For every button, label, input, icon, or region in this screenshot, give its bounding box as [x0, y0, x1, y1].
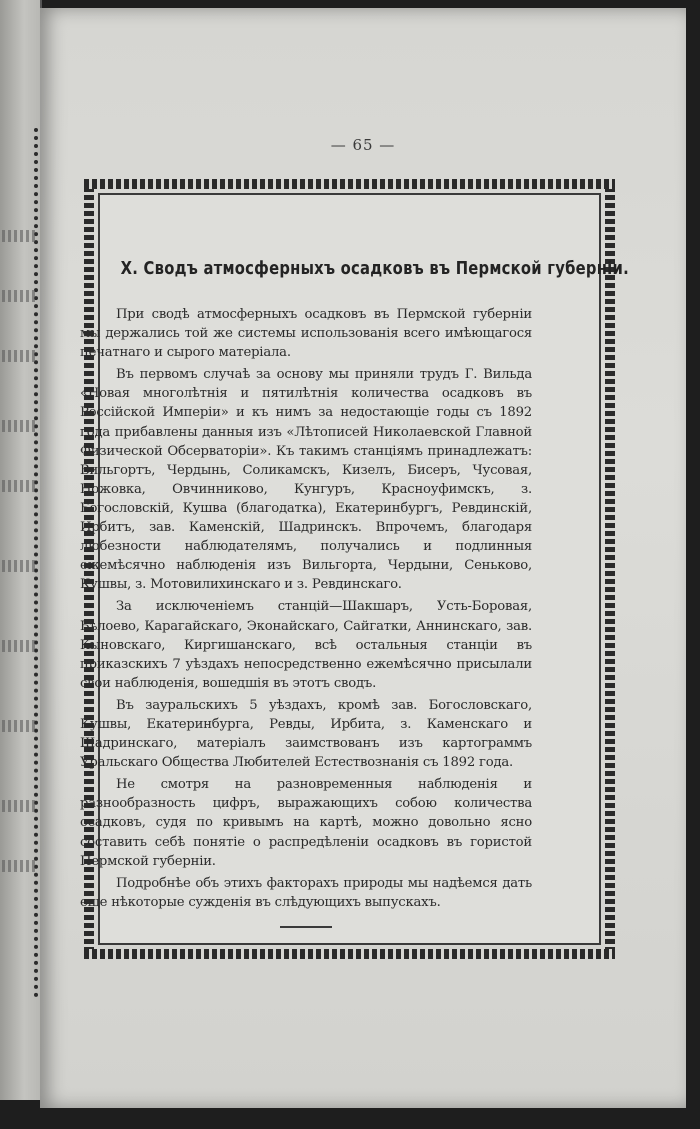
left-facing-page [0, 0, 42, 1100]
paragraph: Въ первомъ случаѣ за основу мы приняли трудъ Г. Вильда «Новая многолѣтнія и пятилѣтнія количества осадковъ въ Россійской Имперіи» и къ нимъ за недостающіе годы съ 1892 года прибавлены данныя изъ «Лѣтописей Николаевской Главной Физической Обсерваторіи». Къ такимъ станціямъ принадлежатъ: Вильгортъ, Чердынь, Соликамскъ, Кизелъ, Бисеръ, Чусовая, Ножовка, Овчинниково, Кунгуръ, Красноуфимскъ, з. Богословскій, Кушва (благодатка), Екатеринбургъ, Ревдинскій, Ирбитъ, зав. Каменскій, Шадринскъ. Впрочемъ, благодаря любезности наблюдателямъ, получались и подлинныя ежемѣсячно наблюденія изъ Вильгорта, Чердыни, Сеньково, Кушвы, з. Мотовилихинскаго и з. Ревдинскаго. [80, 367, 532, 593]
left-page-text-fragment [2, 290, 36, 302]
left-page-text-fragment [2, 860, 36, 872]
section-heading: X. Сводъ атмосферныхъ осадковъ въ Пермской губерніи. [120, 258, 629, 279]
page-content [80, 258, 629, 928]
paragraph: Въ зауральскихъ 5 уѣздахъ, кромѣ зав. Богословскаго, Кушвы, Екатеринбурга, Ревды, Ирбита, з. Каменскаго и Шадринскаго, матеріалъ заимствованъ изъ картограммъ Уральскаго Общества Любителей Естествознанія съ 1892 года. [80, 697, 532, 771]
left-page-text-fragment [2, 640, 36, 652]
left-page-text-fragment [2, 420, 36, 432]
left-page-text-fragment [2, 480, 36, 492]
left-page-text-fragment [2, 230, 36, 242]
left-page-text-fragment [2, 720, 36, 732]
left-page-text-fragment [2, 350, 36, 362]
paragraph: При сводѣ атмосферныхъ осадковъ въ Пермской губерніи мы держались той же системы использованія всего имѣющагося печатнаго и сырого матеріала. [80, 307, 532, 361]
paragraph: За исключеніемъ станцій—Шакшаръ, Усть-Боровая, Бѣлоево, Карагайскаго, Эконайскаго, Сайгатки, Аннинскаго, зав. Кыновскаго, Киргишанскаго, всѣ остальныя станціи въ приказскихъ 7 уѣздахъ непосредственно ежемѣсячно присылали свои наблюденія, вошедшія въ этотъ сводъ. [80, 599, 532, 691]
paragraph: Подробнѣе объ этихъ факторахъ природы мы надѣемся дать еще нѣкоторые сужденія въ слѣдующихъ выпускахъ. [80, 875, 532, 910]
left-page-text-fragment [2, 800, 36, 812]
left-page-text-fragment [2, 560, 36, 572]
paragraph: Не смотря на разновременныя наблюденія и разнообразность цифръ, выражающихъ собою количества осадковъ, судя по кривымъ на картѣ, можно довольно ясно составить себѣ понятіе о распредѣленіи осадковъ въ гористой Пермской губерніи. [80, 777, 532, 869]
closing-rule [280, 926, 332, 928]
page-number: — 65 — [330, 136, 396, 154]
